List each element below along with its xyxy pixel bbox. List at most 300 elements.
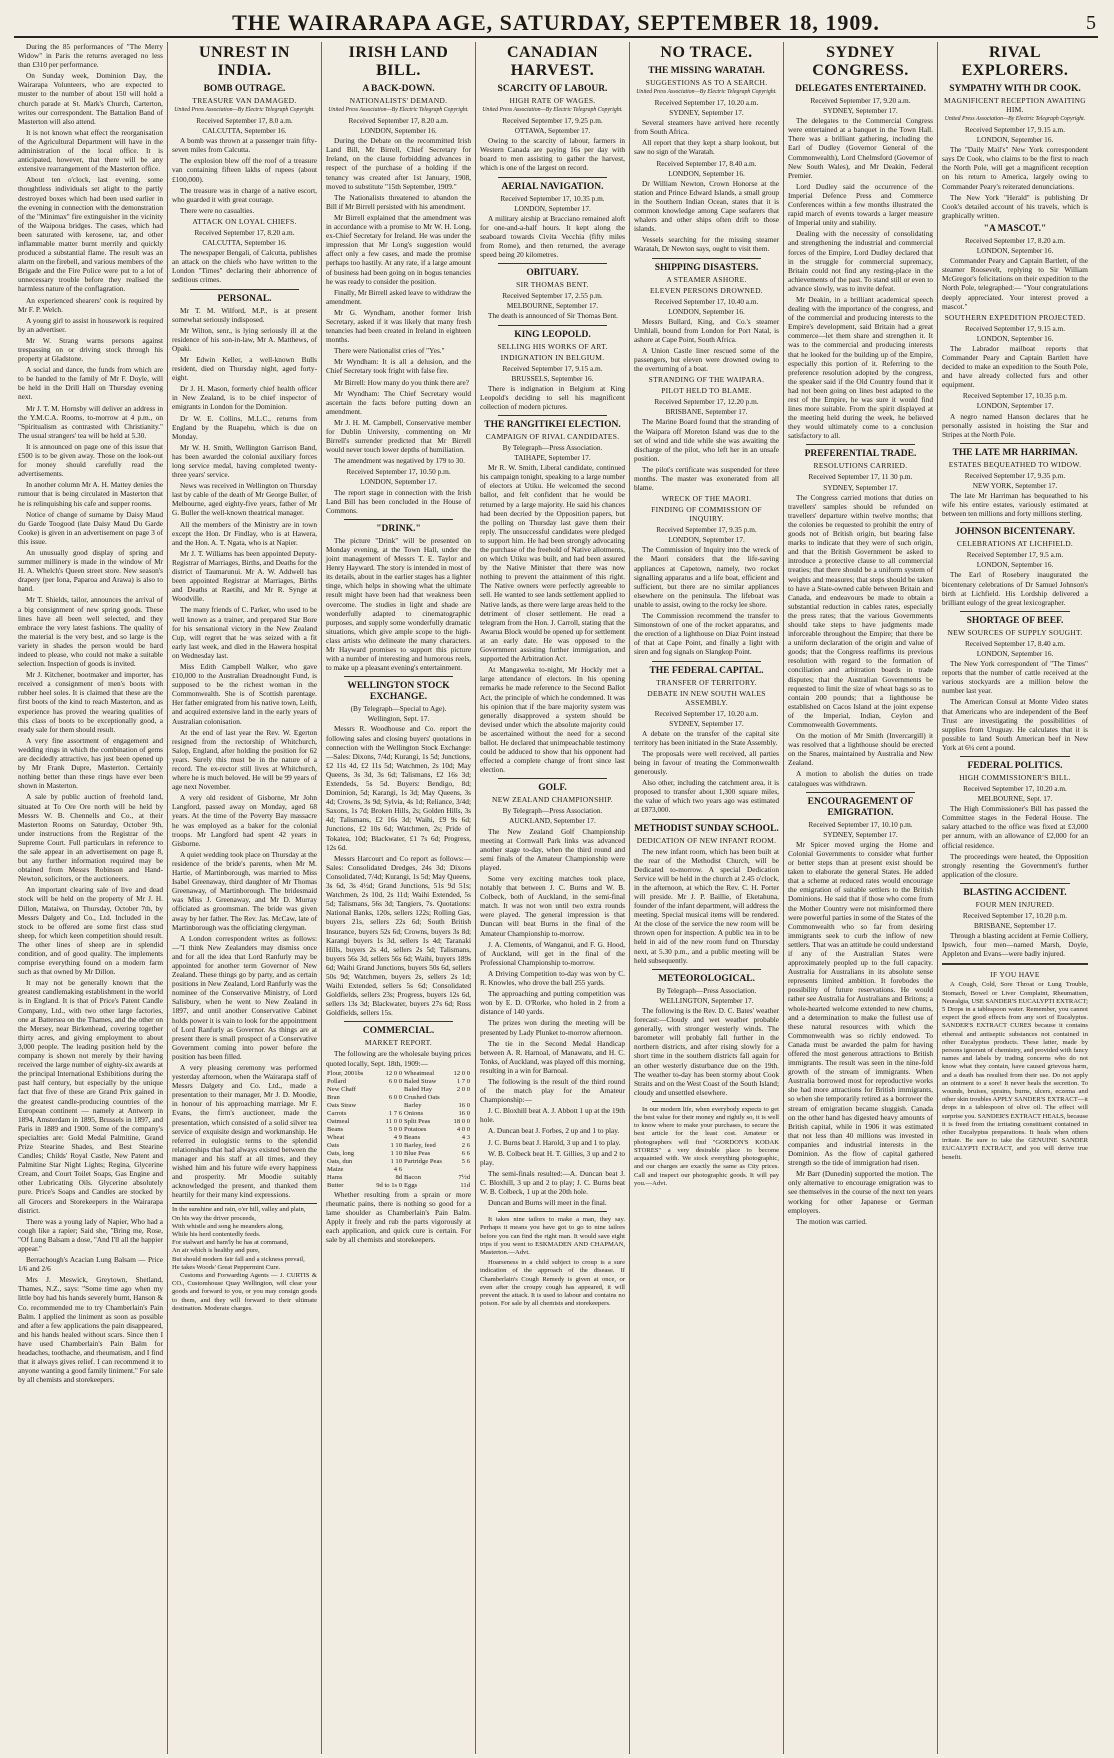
headline: RIVAL EXPLORERS. xyxy=(961,44,1069,79)
article-paragraph: The Commission of Inquiry into the wreck of the Maori considers that the life-saving appliances at Capetown, namely, two rocket signalling apparatus and a life boat, efficient and sufficient, but there are no similar appliances elsewhere on the peninsula. The lifeboat was unable to assist, owing to the rocky lee shore. xyxy=(634,545,779,609)
article-paragraph: The approaching and putting competition was won by E. D. O'Rorke, who holed in 2 from a distance of 140 yards. xyxy=(480,989,625,1017)
ad-line: For stalwart and ham'ly he has at command, xyxy=(172,1239,289,1247)
article-paragraph: Finally, Mr Birrell asked leave to withdraw the amendment. xyxy=(326,287,471,306)
commodity-cell: Wheatmeal xyxy=(404,1069,435,1077)
article-paragraph: J. C. Burns beat J. Harold, 3 up and 1 to play. xyxy=(488,1137,621,1147)
news-paragraph: On Sunday week, Dominion Day, the Wairarapa Volunteers, who are expected to muster to the number of about 150 will hold a church parade at St. Mark's Church, Carterton, writes our correspondent. The Battalion Band of Masterton will also attend. xyxy=(18,71,163,126)
article-paragraph: The proceedings were heated, the Opposition strongly resenting the Government's further application of the closure. xyxy=(942,851,1088,879)
article-paragraph: The treasure was in charge of a native escort, who guarded it with great courage. xyxy=(172,185,317,204)
commodity-cell: Oats xyxy=(327,1141,340,1149)
price-cell: 7½d xyxy=(458,1173,470,1181)
dateline: LONDON, September 17. xyxy=(514,203,591,213)
article-paragraph: The New Zealand Golf Championship meeting at Cornwall Park links was advanced another stage to-day, when the third round and semi finals of the Amateur Championship were played. xyxy=(480,826,625,872)
section-heading: ENCOURAGEMENT OF EMIGRATION. xyxy=(807,796,914,818)
wire-credit: (By Telegraph—Special to Age). xyxy=(350,704,447,714)
subheadline: MARKET REPORT. xyxy=(364,1038,433,1048)
dateline: Received September 17, 10.20 a.m. xyxy=(963,783,1067,793)
section-heading: SHORTAGE OF BEEF. xyxy=(966,615,1064,626)
section-heading: THE FEDERAL CAPITAL. xyxy=(649,665,764,676)
dateline: SYDNEY, September 17. xyxy=(823,829,898,839)
dateline: Received September 17, 9.15 a.m. xyxy=(964,323,1066,333)
commodity-cell: New Chaff xyxy=(327,1085,356,1093)
article-paragraph: The proposals were well received, all parties being in favour of treating the Commonwealth generously. xyxy=(634,748,779,777)
section-heading: THE LATE MR HARRIMAN. xyxy=(952,447,1078,458)
subheadline: SUGGESTIONS AS TO A SEARCH. xyxy=(645,78,768,87)
price-cell: 11 0 0 xyxy=(385,1117,403,1125)
news-paragraph: An unusually good display of spring and summer millinery is made in the window of Mr H. A. Whelch's Queen street store. New season's drapery (per Iona, Paparoa and Arawa) is also to hand. xyxy=(18,547,163,594)
dateline: AUCKLAND, September 17. xyxy=(509,816,596,826)
wire-credit: United Press Association—By Electric Telegraph Copyright. xyxy=(944,116,1086,122)
masthead-title: THE WAIRARAPA AGE, SATURDAY, SEPTEMBER 18, 1909. xyxy=(232,10,880,35)
subheadline: DEDICATION OF NEW INFANT ROOM. xyxy=(636,835,777,845)
article-paragraph: Mr Wyndham: It is all a delusion, and the Chief Secretary took fright with false fire. xyxy=(326,357,471,376)
article-paragraph: W. B. Colbeck beat H. T. Gillies, 3 up and 2 to play. xyxy=(480,1148,625,1167)
divider xyxy=(960,522,1070,523)
dateline: CALCUTTA, September 16. xyxy=(202,238,287,248)
article-paragraph: The explosion blew off the roof of a treasure van containing fifteen lakhs of rupees (about £100,000). xyxy=(172,156,317,184)
price-cell xyxy=(449,1166,471,1174)
subheadline: STRANDING OF THE WAIPARA. xyxy=(648,375,765,385)
wire-credit: United Press Association—By Electric Telegraph Copyright. xyxy=(636,89,777,95)
subheadline: HIGH COMMISSIONER'S BILL. xyxy=(959,772,1071,782)
dateline: Received September 17, 12.20 p.m. xyxy=(654,397,759,407)
subheadline: MAGNIFICENT RECEPTION AWAITING HIM. xyxy=(943,96,1086,114)
headline: SYDNEY CONGRESS. xyxy=(812,44,909,79)
article-paragraph: Whether resulting from a sprain or more rheumatic pains, there is nothing so good for a lame shoulder as Chamberlain's Pain Balm. Apply it freely and rub the parts vigorously at each application, and quick cure is certain. For sale by all chemists and storekeepers. xyxy=(326,1189,471,1245)
commodity-cell: Barley, feed xyxy=(404,1141,436,1149)
article-paragraph: The following are the wholesale buying prices quoted locally, Sept. 18th, 1909:— xyxy=(326,1049,471,1068)
commodity-cell: Oatmeal xyxy=(327,1117,350,1125)
price-cell: 16 0 xyxy=(458,1101,470,1109)
market-price-row xyxy=(326,1102,471,1110)
ad-heading: IF YOU HAVE xyxy=(990,970,1040,980)
dateline: MELBOURNE, Sept. 17. xyxy=(977,794,1053,804)
dateline: Received September 17, 9.35 p.m. xyxy=(656,525,757,535)
personal-item: All the members of the Ministry are in town except the Hon. Dr Findlay, who is at Hawera, and the Hon. A. T. Ngata, who is at Napier. xyxy=(172,519,317,547)
market-price-row xyxy=(326,1134,471,1142)
divider xyxy=(942,963,1088,965)
article-paragraph: Mr Birrell explained that the amendment was in accordance with a promise to Mr W. H. Long, ex-Chief Secretary for Ireland. He was under the impression that Mr Long's suggestion would affect only a few cases, and made the promise perhaps too hastily. At any rate, if a large amount of business had been going on in bogus tenancies he was ready to consider the position. xyxy=(326,212,471,286)
subheadline: NATIONALISTS' DEMAND. xyxy=(349,96,448,105)
divider xyxy=(652,969,761,970)
article-paragraph: The following is the Rev. D. C. Bates' weather forecast:—Cloudy and wet weather probable generally, with stronger westerly winds. The barometer will probably fall further in the northern districts, and after rising slowly for a short time in the southern districts fall again for an other westerly disturbance due on the 19th. The weather to-day has been stormy about Cook Straits and on the West Coast of the South Island; cloudy and unsettled elsewhere. xyxy=(634,1005,779,1097)
column-rival-explorers xyxy=(938,42,1092,1754)
subheadline: SCARCITY OF LABOUR. xyxy=(497,84,608,94)
market-price-row xyxy=(326,1142,471,1150)
dateline: LONDON, September 16. xyxy=(976,246,1054,256)
columns xyxy=(14,42,1098,1754)
news-paragraph: Mr W. Strang warns persons against trespassing on or driving stock through his property at Gladstone. xyxy=(18,335,163,364)
wire-credit: United Press Association—By Electric Telegraph Copyright. xyxy=(328,107,469,113)
article-paragraph: On the motion of Mr Smith (Invercargill) it was resolved that a lighthouse should be erected on the Snares, maintained by Australia and New Zealand. xyxy=(788,731,933,768)
article-paragraph: Also other, including the catchment area, it is proposed to transfer about 1,300 square miles, the value of which two years ago was estimated at £873,000. xyxy=(634,778,779,815)
price-cell: 2 6 xyxy=(461,1141,470,1149)
subheadline: SYMPATHY WITH DR COOK. xyxy=(949,84,1081,94)
personal-item: Mr T. M. Wilford, M.P., is at present somewhat seriously indisposed. xyxy=(172,305,317,324)
article-paragraph: A debate on the transfer of the capital site territory has been initiated in the State Assembly. xyxy=(634,728,779,747)
article-paragraph: A. Duncan beat J. Forbes, 2 up and 1 to play. xyxy=(488,1126,620,1136)
column-local-news xyxy=(14,42,168,1754)
divider xyxy=(652,819,761,820)
ad-line: But should modern fair fall and a sickness prevail, xyxy=(172,1255,305,1263)
subheadline: WRECK OF THE MAORI. xyxy=(661,494,752,504)
commodity-cell: Beans xyxy=(327,1125,344,1133)
subheadline: ESTATES BEQUEATHED TO WIDOW. xyxy=(948,459,1082,469)
section-heading: METHODIST SUNDAY SCHOOL. xyxy=(634,823,779,834)
divider xyxy=(190,289,299,290)
column-canadian-harvest xyxy=(476,42,630,1754)
section-heading: METEOROLOGICAL. xyxy=(658,973,755,984)
article-paragraph: Mr G. Wyndham, another former Irish Secretary, asked if it was likely that many fresh tenancies had been created in Ireland in eighteen months. xyxy=(326,307,471,345)
price-cell: 1 10 xyxy=(390,1157,403,1165)
wire-credit: By Telegraph—Press Association. xyxy=(502,806,603,816)
article-paragraph: Through a blasting accident at Fernie Colliery, Ipswich, four men—named Marsh, Doyle, Appleton and Evans—were badly injured. xyxy=(942,931,1088,959)
dateline: SYDNEY, September 17. xyxy=(669,108,744,118)
dateline: Received September 17, 8.40 a.m. xyxy=(964,638,1066,648)
dateline: Received September 17, 9.15 a.m. xyxy=(964,125,1066,134)
personal-item: A quiet wedding took place on Thursday at the residence of the bride's parents, when Mr M. Hartie, of Martinborough, was married to Miss Isabel Greenaway, third daughter of Mr Thomas Greenaway, of Martinborough. The bridesmaid was Miss J. Greenaway, and Mr D. Murray officiated as groomsman. The bride was given away by her father. The Rev. Jas. McCaw, late of Martinborough was the officiating clergyman. xyxy=(172,849,317,932)
article-paragraph: The "Daily Mail's" New York correspondent says Dr Cook, who claims to be the first to reach the North Pole, will get a magnificent reception on his return to America, largely owing to Commander Peary's reiterated denunciations. xyxy=(942,145,1088,191)
article-paragraph: A bomb was thrown at a passenger train fifty-seven miles from Calcutta. xyxy=(172,136,317,155)
subheadline: DEBATE IN NEW SOUTH WALES ASSEMBLY. xyxy=(647,688,766,707)
price-cell: 18 0 0 xyxy=(453,1117,470,1125)
price-cell xyxy=(371,1086,403,1094)
dateline: SYDNEY, September 17. xyxy=(669,718,744,728)
dateline: MELBOURNE, September 17. xyxy=(506,301,599,311)
commodity-cell xyxy=(403,1166,449,1174)
dateline: WELLINGTON, September 17. xyxy=(659,995,754,1005)
personal-item: Mr J. T. Williams has been appointed Deputy-Registrar of Marriages, Births, and Deaths for the district of Taumarunui. Mr A. W. Addwell has been appointed Registrar at Marriages, Births and Deaths at Raetihi, and Mr R. Synge at Woodville. xyxy=(172,548,317,604)
dateline: Received September 17, 9.5 a.m. xyxy=(966,550,1064,560)
article-paragraph: A military airship at Bracciano remained aloft for one-and-a-half hours. It kept along the seaboard towards Civita Vecchia (fifty miles from Rome), and then returned, the average speed being 20 kilometres. xyxy=(480,213,625,260)
subheadline: SIR THOMAS BENT. xyxy=(516,280,589,290)
article-paragraph: Owing to the scarcity of labour, farmers in Western Canada are paying 16s per day with board to men assisting to gather the harvest, which is one of the largest on record. xyxy=(480,136,625,173)
divider xyxy=(498,325,607,326)
divider xyxy=(806,444,915,445)
dateline: Wellington, Sept. 17. xyxy=(367,714,430,724)
price-cell xyxy=(371,1102,403,1110)
article-paragraph: The Earl of Rosebery inaugurated the bicentenary celebrations of Dr Samuel Johnson's birth at Lichfield. His Lordship delivered a brilliant eulogy of the great lexicographer. xyxy=(942,570,1088,607)
divider xyxy=(960,443,1070,444)
subheadline: RESOLUTIONS CARRIED. xyxy=(813,461,908,471)
price-cell: 5 6 xyxy=(461,1157,470,1165)
personal-item: Dr W. E. Collins, M.L.C., returns from England by the Ruapehu, which is due on Monday. xyxy=(172,413,317,441)
divider xyxy=(344,676,453,677)
article-paragraph: All report that they kept a sharp lookout, but saw no sign of the Waratah. xyxy=(634,138,779,157)
commodity-cell: Beans xyxy=(404,1133,421,1141)
dateline: Received September 17, 8.20 a.m. xyxy=(964,235,1066,245)
subheadline: SOUTHERN EXPEDITION PROJECTED. xyxy=(944,312,1086,322)
article-paragraph: A Driving Competition to-day was won by C. R. Knowles, who drove the ball 255 yards. xyxy=(480,968,625,988)
divider xyxy=(344,519,453,520)
subheadline: INDIGNATION IN BELGIUM. xyxy=(500,352,605,362)
dateline: LONDON, September 16. xyxy=(668,306,745,316)
article-paragraph: The new infant room, which has been built at the rear of the Methodist Church, will be Dedicated to-morrow. A special Dedication Service will be held in the church at 2.45 o'clock, in the afternoon, at which the Rev. C. H. Porter will preside. Mr J. P. Baillie, of Eketahuna, founder of the infant department, will address the meeting. Special musical items will be rendered. At the close of the service the new room will be thrown open for inspection. A public tea in to be held in aid of the new room fund on Thursday next, at 5.30 p.m., and a public meeting will be held subsequently. xyxy=(634,846,779,965)
article-paragraph: The tie in the Second Medal Handicap between A. R. Harnoal, of Manawatu, and H. C. Tonks, of Auckland, was played off this morning, resulting in a win for Barnoal. xyxy=(480,1038,625,1075)
dateline: LONDON, September 16. xyxy=(668,168,745,178)
news-paragraph: It is announced on page one of this issue that £500 is to be given away. Those on the look-out for money should carefully read the advertisements. xyxy=(18,441,163,479)
article-paragraph: Duncan and Burns will meet in the final. xyxy=(488,1198,607,1208)
article-paragraph: The Nationalists threatened to abandon the Bill if Mr Birrell persisted with his amendment. xyxy=(326,192,471,211)
column-irish-land xyxy=(322,42,476,1754)
page-number: 5 xyxy=(1086,12,1096,34)
personal-item: Mr Edwin Keller, a well-known Bulls resident, died on Thursday night, aged forty-eight. xyxy=(172,354,317,383)
market-price-row xyxy=(326,1150,471,1158)
article-paragraph: The New York correspondent of "The Times" reports that the number of cattle received at the various stockyards are a million below the number last year. xyxy=(942,659,1088,696)
section-heading: "DRINK." xyxy=(376,523,421,534)
section-heading: PERSONAL. xyxy=(217,293,272,304)
divider xyxy=(498,778,607,779)
wire-credit: United Press Association—By Electric Telegraph Copyright. xyxy=(174,107,315,113)
news-paragraph: About ten o'clock, last evening, some thoughtless individuals set alight to the partly destroyed boxes which had been used earlier in the evening in connection with the demonstration of the "Minimax" fire extinguisher in the vicinity of the Waipoua bridges. The cases, which had been saturated with kerosene, tar, and other inflammable matter burnt merrily and quickly produced a substantial flame. The result was an alarm on the firebell, and various members of the Brigade and the Fire Police were put to a lot of unnecessary trouble before they realised the harmless nature of the conflagration. xyxy=(18,175,163,294)
news-paragraph: In another column Mr A. H. Mattey denies the rumour that is being circulated in Masterton that he is relinquishing his cafe and supper rooms. xyxy=(18,480,163,508)
subheadline: FINDING OF COMMISSION OF INQUIRY. xyxy=(651,505,762,524)
subheadline: HIGH RATE OF WAGES. xyxy=(509,96,596,105)
article-paragraph: The report stage in connection with the Irish Land Bill has been concluded in the House of Commons. xyxy=(326,487,471,515)
ad-line: He takes Woods' Great Peppermint Cure. xyxy=(172,1263,281,1271)
news-paragraph: Notice of change of surname by Daisy Maud du Garde Toogood (late Daisy Maud Du Garde Cooke) is given in an advertisement on page 3 of this issue. xyxy=(18,509,163,546)
dateline: OTTAWA, September 17. xyxy=(514,126,591,136)
article-paragraph: A Union Castle liner rescued some of the passengers, but eleven were drowned owing to the overturning of a boat. xyxy=(634,345,779,374)
news-paragraph: Mrs J. Meswick, Greytown, Shetland, Thames, N.Z., says: "Some time ago when my little boy had his hands severely burnt, Hanson & Co. recommended me to try Chamberlain's Pain Balm. I applied the liniment as soon as possible and after a few applications the pain disappeared, and his hands healed without scars. Since then I have used Chamberlain's Pain Balm for headaches, toothache, and rheumatism, and I find that it always gives relief. I can recommend it to anyone wanting a good family liniment." For sale by all chemists and storekeepers. xyxy=(18,1275,163,1385)
market-price-row xyxy=(326,1158,471,1166)
personal-item: A London correspondent writes as follows:—"I think New Zealanders may dismiss once and for all the idea that Lord Ranfurly may be appointed for another term Governor of New Zealand. These things go by party, and as certain positions in New Zealand, Lord Ranfurly was the nominee of the Conservative Ministry, of Lord Salisbury, when he went to New Zealand in 1897, and until another Conservative Cabinet holds power it is vain to look for the appointment of Lord Ranfurly as Governor. As things are at present there is small prospect of a Conservative Government coming into power before the position has been filled. xyxy=(172,933,317,1061)
commodity-cell: Potatoes xyxy=(404,1125,427,1133)
section-heading: COMMERCIAL. xyxy=(362,1026,435,1037)
dateline: SYDNEY, September 17. xyxy=(823,106,898,116)
dateline: NEW YORK, September 17. xyxy=(972,480,1058,490)
market-price-row xyxy=(326,1126,471,1134)
article-paragraph: The amendment was negatived by 179 to 30. xyxy=(334,456,465,466)
dateline: Received September 17, 8.20 a.m. xyxy=(348,116,449,125)
price-cell: 6 6 xyxy=(461,1149,470,1157)
advertisement: In our modern life, when everybody expects to get the best value for their money and rightly so, it is well to know where to make your purchases, to secure the best article for the least cost. Amateur or photographers will find "GORDON'S KODAK STORES" a very desirable place to become acquainted with. We stock everything photographic, and our charges are exactly the same as City prices. Call and inspect our photographic goods. It will pay you.—Advt. xyxy=(634,1105,779,1187)
dateline: Received September 17, 10.35 p.m. xyxy=(962,391,1068,401)
verse-ad: There was a young lady of Napier, Who had a cough like a rapier; Said she, "Bring me, Rose, "Of Lung Balsam a dose, "And I'll all the happier appear." xyxy=(18,1216,163,1253)
ad-line: Customs and Forwarding Agents — J. CURTIS & CO., Customhouse Quay Wellington, will clear your goods and forward to you, or you may consign goods to them, and they will forward to their ultimate destination. Moderate charges. xyxy=(172,1272,317,1312)
market-price-row xyxy=(326,1086,471,1094)
divider xyxy=(960,756,1070,757)
dateline: CALCUTTA, September 16. xyxy=(202,126,287,136)
ad-line: Berrachough's Acacian Lung Balsam — Price 1/6 and 2/6 xyxy=(18,1255,163,1274)
commodity-cell: Butter xyxy=(327,1181,344,1189)
dateline: Received September 17, 10.50 p.m. xyxy=(346,467,451,477)
article-paragraph: Vessels searching for the missing steamer Waratah, Dr Newton says, ought to visit them. xyxy=(634,235,779,254)
article-paragraph: Several steamers have arrived here recently from South Africa. xyxy=(634,118,779,137)
ad-line: On his way the driver proceeds, xyxy=(172,1214,256,1222)
divider xyxy=(498,415,607,416)
dateline: Received September 17, 10.10 p.m. xyxy=(808,819,913,829)
article-paragraph: The American Consul at Monte Video states that Americans who are independent of the Beef Trust are investigating the possibilities of supplies from Uruguay. He calculates that it is possible to land South American beef in New York at 6¼ cent a pound. xyxy=(942,697,1088,752)
article-paragraph: There is indignation in Belgium at King Leopold's deciding to sell his magnificent collection of modern pictures. xyxy=(480,383,625,411)
price-cell: 11d xyxy=(460,1181,470,1189)
article-paragraph: Commander Peary and Captain Bartlett, of the steamer Roosevelt, replying to Sir William McGregor's felicitations on their expedition to the North Pole, telegraphed:— "Your congratulations deeply appreciated. Your interest proved a mascot." xyxy=(942,256,1088,311)
price-cell: 16 0 xyxy=(458,1109,470,1117)
article-paragraph: There were no casualties. xyxy=(180,205,255,215)
personal-item: Mr W. H. Smith, Wellington Garrison Band, has been awarded the colonial auxiliary forces long service medal, having completed twenty-three years' service. xyxy=(172,442,317,480)
article-paragraph: Mr R. W. Smith, Liberal candidate, continued his campaign tonight, speaking to a large number of electors at Utiku. He welcomed the second ballot, and felt confident that he would be returned by a large majority. He said his chances had been decried by the Opposition papers, but the polling on Thursday last gave them their reply. The unsuccessful candidates were pledged to support him. He had been strongly advocating the purchase of the freehold of Native allotments, on which Utiku was built, and had been assured by the Native Minister that there was now nothing to prevent the attainment of this right. The Native owners were perfectly agreeable to sell. He wanted to see lands settlement applied to Native lands, as there were large areas held to the detriment of closer settlement. He read a telegram from the Hon. J. Carroll, stating that the Awarua Block would be opened up for settlement at an early date. He was opposed to the Government assisting further immigration, and supported the Arbitration Act. xyxy=(480,463,625,664)
section-heading: PREFERENTIAL TRADE. xyxy=(804,449,917,460)
article-paragraph: A motion to abolish the duties on trade catalogues was withdrawn. xyxy=(788,769,933,788)
article-paragraph: J. A. Clements, of Wanganui, and F. G. Hood, of Auckland, will get in the final of the Professional Championship to-morrow. xyxy=(480,939,625,967)
commodity-cell: Carrots xyxy=(327,1109,347,1117)
section-heading: BLASTING ACCIDENT. xyxy=(963,887,1067,898)
news-paragraph: A sale by public auction of freehold land, situated at To Ore Ore north will be held by Messrs W. B. Chennells and Co., at their Masterton Rooms on Saturday, October 9th, under instructions from the Registrar of the Supreme Court. Full particulars in reference to the sale appear in an advertisement on page 8, but any further information required may be obtained from Messrs Robinson and Hand-Newton, solicitors, or the auctioneers. xyxy=(18,792,163,884)
dateline: Received September 17, 11 30 p.m. xyxy=(808,472,913,482)
price-cell: 1 10 xyxy=(390,1149,403,1157)
article-paragraph: The semi-finals resulted:—A. Duncan beat J. C. Bloxhill, 3 up and 2 to play; J. C. Burns beat W. B. Colbeck, 1 up at the 20th hole. xyxy=(480,1168,625,1196)
advertisement: It takes nine tailors to make a man, they say. Perhaps it means you have got to go to nine tailors before you can find the right man. It would save eight trips if you went to ESKMADEN AND CHAPMAN, Masterton.—Advt. xyxy=(480,1216,625,1256)
market-price-row xyxy=(326,1166,471,1174)
commodity-cell: Oats, dun xyxy=(327,1157,353,1165)
subheadline: TREASURE VAN DAMAGED. xyxy=(192,96,297,105)
dateline: Received September 17, 8.40 a.m. xyxy=(656,158,757,168)
dateline: LONDON, September 16. xyxy=(976,560,1054,570)
article-paragraph: Mr Birrell: How many do you think there are? xyxy=(334,377,469,387)
article-paragraph: The prizes won during the meeting will be presented by Lady Plunket to-morrow afternoon. xyxy=(480,1018,625,1037)
dateline: Received September 17, 10.20 a.m. xyxy=(654,708,759,718)
price-cell: 2 0 0 xyxy=(456,1085,470,1093)
subheadline: NEW ZEALAND CHAMPIONSHIP. xyxy=(492,795,613,805)
article-paragraph: Dealing with the necessity of consolidating and strengthening the industrial and commercial forces of the Empire, Lord Dudley declared that in the struggle for commercial supremacy, Britain could not find any resting-place in the achievements of the past. To stand still or even to advance slowly, was to invite defeat. xyxy=(788,229,933,293)
divider xyxy=(652,1101,761,1102)
price-cell: 1 10 xyxy=(390,1141,403,1149)
article-paragraph: Messrs Harcourt and Co report as follows:—Sales: Consolidated Dredges, 24s 3d; Dixons Consolidated, 7/4d; Kurangi, 1s 5d; May Queens, 3s 6d, 3s 4½d; Grand Junctions, 51s 9d 51s; Watchmen, 2s 10d, 2s 11d; Waihi Extended, 5s 5d; Talismans, 56s 3d; Tangiers, 7s. Quotations: National Banks, 120s, sellers 122s; Rolling Gas, buyers 21s, sellers 22s 6d; South British Insurance, buyers 52s 6d; Crowns, buyers 3s 8d; Karangi buyers 1s 3d, sellers 1s 4d; Taranaki Hills, buyers 2s 4d, sellers 2s 5d; Talismans, buyers 56s 3d, sellers 56s 6d; Waihi, buyers 189s 6d; Waihi Grand Junctions, buyers 50s 6d, sellers 50s 9d; Watchmen, buyers 2s, sellers 2s 1d; Waihi Extended, sellers 5s 6d; Consolidated Goldfields, sellers 23s; Progress, buyers 12s 6d, sellers 13s 3d; Blackwater, buyers 27s 6d; Ross Goldfields, sellers 15s. xyxy=(326,853,471,1018)
headline: CANADIAN HARVEST. xyxy=(506,44,599,79)
dateline: LONDON, September 16. xyxy=(976,333,1054,343)
commodity-cell: Baled Hay xyxy=(404,1085,433,1093)
dateline: Received September 17, 9.25 p.m. xyxy=(502,116,603,125)
divider xyxy=(652,258,761,259)
commodity-cell: Onions xyxy=(404,1109,424,1117)
divider xyxy=(652,661,761,662)
commodity-cell: Wheat xyxy=(327,1133,345,1141)
dateline: BRUSSELS, September 16. xyxy=(511,373,594,383)
divider xyxy=(344,1021,453,1022)
price-cell: 12 0 0 xyxy=(453,1069,470,1077)
news-paragraph: During the 85 performances of "The Merry Widow" in Paris the returns averaged no less than £310 per performance. xyxy=(18,42,163,70)
advertisement: Hoarseness in a child subject to croup is a sure indication of the approach of the disease. If Chamberlain's Cough Remedy is given at once, or even after the croupy cough has appeared, it will prevent the attack. It is used to labour and contains no poison. For sale by all chemists and storekeepers. xyxy=(480,1259,625,1308)
market-price-row xyxy=(326,1182,471,1190)
dateline: Received September 17, 8.0 a.m. xyxy=(196,116,293,125)
article-paragraph: The Congress carried motions that duties on travellers' samples should be refunded on travellers' departure within twelve months; that the colonies be requested to prohibit the entry of goods not of British origin, but bearing false marks to indicate that they were of such origin, and that the British Government be asked to introduce a protective clause to all commercial treaties; that there should be a uniform system of weights and measures; that steps should be taken to have a State-owned cable between Britain and Canada, and endeavours be made to obtain a substantial reduction in cables rates, especially the press rates; that the various Governments should take steps to have judgments made inforceable throughout the Empire; that there be a uniform declaration of the origin and value of goods; that the Congress reaffirms its previous resolution with regard to the formation of conciliation and arbitration boards in trade disputes; that the Australian Governments be requested to limit the size of wheat bags so as to contain 200 pounds; that a lighthouse be established on Cacos Island at the joint expense of the Imperial, Indian, Ceylon and Commonwealth Governments. xyxy=(788,492,933,729)
article-paragraph: The death is announced of Sir Thomas Bent. xyxy=(488,311,618,321)
market-price-table xyxy=(326,1070,471,1190)
subheadline: CELEBRATIONS AT LICHFIELD. xyxy=(956,539,1074,549)
section-heading: THE RANGITIKEI ELECTION. xyxy=(484,419,621,430)
market-price-row xyxy=(326,1094,471,1102)
advertisement xyxy=(172,1203,317,1313)
price-cell: 1 7 0 xyxy=(456,1077,470,1085)
article-paragraph: The New York "Herald" is publishing Dr Cook's detailed account of his travels, which is graphically written. xyxy=(942,192,1088,220)
dateline: BRISBANE, September 17. xyxy=(665,407,748,417)
price-cell: 1 7 6 xyxy=(388,1109,403,1117)
subheadline: PILOT HELD TO BLAME. xyxy=(661,386,752,396)
article-paragraph: Dr William Newton, Crown Honorse at the station and Prince Edward Islands, a small group in the Southern Indian Ocean, states that it is common knowledge among Cape seafarers that whalers and other ships often drift to those islands. xyxy=(634,178,779,234)
news-paragraph: An experienced shearers' cook is required by Mr F. P. Welch. xyxy=(18,295,163,314)
dateline: Received September 17, 10.40 a.m. xyxy=(654,296,759,306)
dateline: LONDON, September 17. xyxy=(668,535,745,545)
divider xyxy=(806,792,915,793)
dateline: LONDON, September 17. xyxy=(360,477,437,487)
section-heading: AERIAL NAVIGATION. xyxy=(501,181,604,192)
price-cell: 4 6 xyxy=(393,1165,403,1173)
news-paragraph: A social and dance, the funds from which are to be handed to the family of Mr F. Doyle, will be held in the Drill Hall on Thursday evening next. xyxy=(18,365,163,402)
price-cell: 6 0 0 xyxy=(388,1077,403,1085)
article-paragraph: During the Debate on the recommitted Irish Land Bill, Mr Birrell, Chief Secretary for Ireland, on the clause forbidding advances in respect of the purchase of a holding if the tenancy was created after 1st January, 1908, moved to substitute "15th September, 1909." xyxy=(326,136,471,191)
article-paragraph: Some very exciting matches took place, notably that between J. C. Burns and W. B. Colbeck, both of Auckland, in the semi-final match. It was not won until two extra rounds were played. The general impression is that Duncan will beat Burns in the final of the Amateur Championship to-morrow. xyxy=(480,874,625,938)
headline: UNREST IN INDIA. xyxy=(199,44,290,79)
dateline: Received September 17, 10.20 a.m. xyxy=(654,98,759,107)
price-cell: 6 0 0 xyxy=(388,1093,403,1101)
dateline: Received September 17, 9.15 a.m. xyxy=(502,363,603,373)
article-paragraph: Messrs R. Woodhouse and Co. report the following sales and closing buyers' quotations in connection with the Wellington Stock Exchange:—Sales: Dixons, 7/4d; Kurangi, 1s 5d; Junctions, £2 11s 4d, £2 11s 5d; Watchmen, 2s 10d; May Queens, 3s 3d, 3s 6d; Talismans, £2 16s 3d; Extendeds, 5s 5d. Buyers: Bendigo, 8d; Dominion, 5d; Karangi, 1s 3d; May Queens, 3s 4d; Crowns, 3s 9d; Sylvia, 4s 1d; Reliance, 3/4d; Saxons, 1s 7d; Broken Hills, 2s; Golden Hills, 3s 4d; Talismans, £2 16s 3d; Waihi, £9 9s 6d; Junctions, £2 10s 6d; Watchmen, 2s; Pride of Tokatea, 10d; Blackwater, £1 7s 6d; Progress, 12s 6d. xyxy=(326,724,471,852)
subheadline: NEW SOURCES OF SUPPLY SOUGHT. xyxy=(947,627,1083,637)
article-paragraph: The delegates to the Commercial Congress were entertained at a banquet in the Town Hall. There was a brilliant gathering, including the Earl of Dudley (Governor General of the Commonwealth), Lord Chelmsford (Governor of New South Wales), and Mr Deakin, Federal Premier. xyxy=(788,116,933,180)
price-cell xyxy=(449,1094,471,1102)
commodity-cell: Hams xyxy=(327,1173,343,1181)
price-cell: 4 0 0 xyxy=(456,1125,470,1133)
article-paragraph: The Marine Board found that the stranding of the Waipara off Moreton Island was due to the set of wind and tide while she was awaiting the discharge of the pilot, who left her in an unsafe position. xyxy=(634,417,779,463)
personal-item: A very old resident of Gisborne, Mr John Langford, passed away on Monday, aged 68 years. At the time of the Poverty Bay massacre he was employed as a baker for the colonial troops. Mr Langford had spent 42 years in Gisborne. xyxy=(172,793,317,848)
subheadline: CAMPAIGN OF RIVAL CANDIDATES. xyxy=(485,431,620,441)
section-heading: GOLF. xyxy=(538,783,567,794)
dateline: LONDON, September 16. xyxy=(976,648,1054,658)
commodity-cell: Maize xyxy=(327,1165,344,1173)
section-heading: KING LEOPOLD. xyxy=(514,329,591,340)
column-sydney-congress xyxy=(784,42,938,1754)
dateline: Received September 17, 10.20 p.m. xyxy=(962,910,1068,920)
section-heading: OBITUARY. xyxy=(526,268,579,279)
personal-item: News was received in Wellington on Thursday last by cable of the death of Mr George Buller, of Melbourne, aged eighty-five years, father of Mr G. Buller the well-known theatrical manager. xyxy=(172,481,317,518)
dateline: Received September 17, 10.35 p.m. xyxy=(500,193,605,203)
commodity-cell: Blue Peas xyxy=(404,1149,431,1157)
subheadline: THE MISSING WARATAH. xyxy=(648,66,765,76)
wire-credit: By Telegraph—Press Association. xyxy=(656,985,757,995)
article-paragraph: Mr Deakin, in a brilliant academical speech dealing with the importance of the congress, and of the commercial and producing interests to the Empire's development, said Britain had a great commerce—let them share and strengthen it. It was to the commercial and producing interests that he looked for the building up of the Empire, especially this portion of it. Referring to the preference resolution adopted by the congress, the speaker said if the Old Country found that it had not been going on lines best adapted to the rest of the Empire, he was sure it would find lines more suitable. From the spirit displayed at the meeting held during the week, he believed they would ultimately come to a conclusion satisfactory to all. xyxy=(788,294,933,441)
wire-credit: United Press Association—By Electric Telegraph Copyright. xyxy=(482,107,623,113)
subheadline: DELEGATES ENTERTAINED. xyxy=(795,84,926,94)
article-paragraph: The newspaper Bengali, of Calcutta, publishes an attack on the chiefs who have written to the London "Times" declaring their abhorrence of seditious crimes. xyxy=(172,248,317,285)
headline: IRISH LAND BILL. xyxy=(348,44,449,79)
commodity-cell: Partridge Peas xyxy=(404,1157,442,1165)
market-price-row xyxy=(326,1078,471,1086)
article-paragraph: The picture "Drink" will be presented on Monday evening, at the Town Hall, under the joint management of Messrs T. E. Taylor and Henry Hayward. The story is intended in most of its details, about in the earlier stages has a lighter tinge, which helps in showing what the ultimate result might have been had that weakness been overcome. The studies in light and shade are wonderfully adapted to cinematographic purposes, and supply some wonderfully dramatic situations, which give ample scope to the high-class artists who delineate the many characters. Mr Hayward promises to support this picture with a number of interesting and humorous reels, to make up a pleasant evening's entertainment. xyxy=(326,535,471,673)
news-paragraph: A young girl to assist in housework is required by an advertiser. xyxy=(18,315,163,334)
personal-item: Miss Edith Campbell Walker, who gave £10,000 to the Australian Dreadnought Fund, is supposed to be the richest woman in the Commonwealth. She is of Scottish parentage. Her father emigrated from his native town, Leith, and acquired extensive land in the early years of Australian colonisation. xyxy=(172,661,317,726)
article-paragraph: The Labrador mailboat reports that Commander Peary and Captain Bartlett have decided to make an expedition to the South Pole, and have already collected furs and other equipment. xyxy=(942,343,1088,390)
commodity-cell: Flour, 2001bs xyxy=(327,1069,364,1077)
commodity-cell: Barley xyxy=(404,1101,422,1109)
price-cell: 4 9 xyxy=(393,1133,403,1141)
market-rows xyxy=(326,1070,471,1190)
section-heading: WELLINGTON STOCK EXCHANGE. xyxy=(347,681,450,703)
personal-item: The many friends of C. Parker, who used to be well known as a trainer, and prepared Star Bore for his sensational victory in the New Zealand Cup, will regret that he was seized with a fit early last week, and died in the Hawera hospital on Wednesday last. xyxy=(172,605,317,660)
dateline: Received September 17, 2.55 p.m. xyxy=(502,291,603,301)
article-paragraph: A negro named Hanson declares that he personally assisted in hoisting the Star and Stripes at the North Pole. xyxy=(942,411,1088,439)
dateline: Received September 17, 9.20 a.m. xyxy=(810,96,911,105)
subheadline: TRANSFER OF TERRITORY. xyxy=(656,677,757,687)
dateline: Received September 17, 8.20 a.m. xyxy=(194,227,295,237)
article-paragraph: At Mangaweka to-night, Mr Hockly met a large attendance of electors. In his opening remarks he made reference to the Second Ballot Act, the principle of which he condemned. It was his opinion that if the bare majority system was generally disapproved a system should be devised under which the absolute majority could be ascertained without the need for a second ballot. He declared that unimpeachable testimony could be adduced to show that his opponent had effected a complete change of front since last election. xyxy=(480,665,625,775)
dateline: LONDON, September 16. xyxy=(360,126,437,136)
ad-line: While his herd contentedly feeds. xyxy=(172,1231,261,1239)
commodity-cell: Crushed Oats xyxy=(404,1093,440,1101)
news-paragraph: Mr J. Kitchener, bootmaker and importer, has received a consignment of men's boots with rubber heel soles. It is claimed that these are the first boots of the kind to reach Masterton, and as experience has proved the wearing qualities of this class of boots to be exceptionally good, a ready sale for them should result. xyxy=(18,670,163,734)
news-paragraph: Mr T. Shields, tailor, announces the arrival of a big consignment of new spring goods. These lines have all been well selected, and they embrace the very latest fashions. The quality of the material is the very best, and so large is the variety in shades the person would be hard indeed to please, who could not make a suitable selection. Inspection of goods is invited. xyxy=(18,595,163,669)
commodity-cell: Oats Straw xyxy=(327,1101,357,1109)
subheadline: FOUR MEN INJURED. xyxy=(975,899,1055,909)
